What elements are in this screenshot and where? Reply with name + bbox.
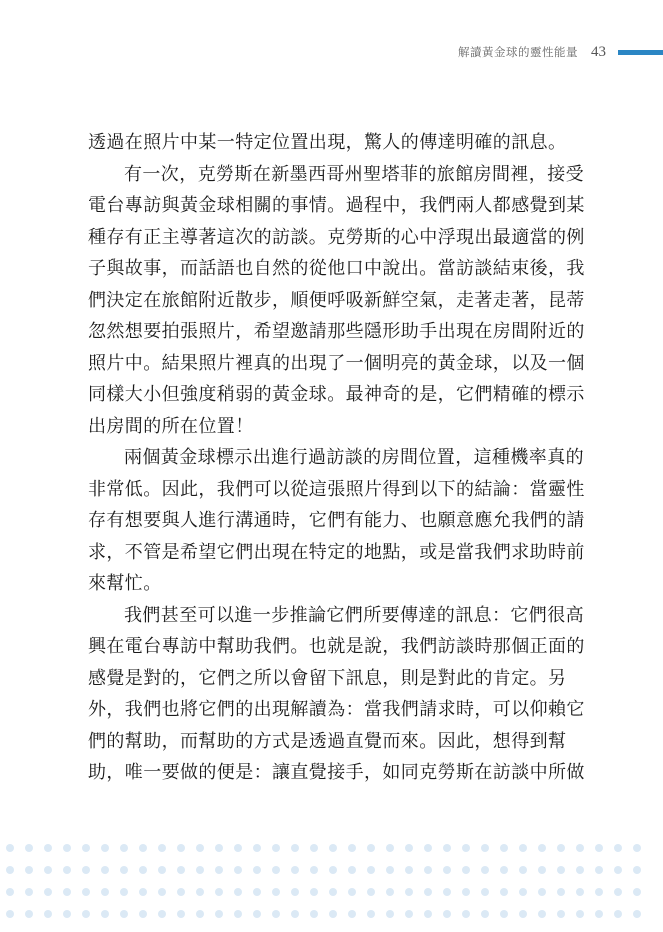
dot	[6, 866, 14, 874]
dot	[25, 866, 33, 874]
text-line: 有一次，克勞斯在新墨西哥州聖塔菲的旅館房間裡，接受	[124, 163, 584, 185]
dot	[443, 866, 451, 874]
page-number: 43	[591, 43, 606, 60]
text-line: 子與故事，而話語也自然的從他口中說出。當訪談結束後，我	[88, 258, 585, 279]
dot	[310, 910, 318, 918]
dot	[557, 866, 565, 874]
dot	[424, 910, 432, 918]
dot	[158, 910, 166, 918]
text-line: 非常低。因此，我們可以從這張照片得到以下的結論：當靈性	[88, 478, 585, 500]
dot	[557, 910, 565, 918]
dot	[253, 866, 261, 874]
dot	[272, 866, 280, 874]
dot	[481, 844, 489, 852]
dot	[82, 844, 90, 852]
dot	[272, 910, 280, 918]
dot	[63, 888, 71, 896]
dot	[139, 910, 147, 918]
dot	[44, 888, 52, 896]
dot	[101, 910, 109, 918]
dot	[158, 844, 166, 852]
text-line: 兩個黃金球標示出進行過訪談的房間位置，這種機率真的	[124, 447, 584, 468]
dot	[443, 844, 451, 852]
text-line: 電台專訪與黃金球相關的事情。過程中，我們兩人都感覺到某	[88, 195, 585, 216]
dot	[462, 866, 470, 874]
dot	[139, 844, 147, 852]
dot	[139, 888, 147, 896]
dot	[253, 844, 261, 852]
dot	[481, 866, 489, 874]
text-line: 外，我們也將它們的出現解讀為：當我們請求時，可以仰賴它	[88, 699, 585, 720]
dot	[424, 888, 432, 896]
dot	[234, 910, 242, 918]
dot	[82, 888, 90, 896]
dot	[6, 888, 14, 896]
dot	[63, 844, 71, 852]
dot	[633, 910, 641, 918]
dot	[272, 844, 280, 852]
dot	[576, 844, 584, 852]
dot-row	[6, 910, 641, 918]
dot	[291, 844, 299, 852]
dot	[500, 888, 508, 896]
dot	[310, 866, 318, 874]
dot	[25, 844, 33, 852]
dot	[614, 844, 622, 852]
text-line: 來幫忙。	[88, 573, 162, 594]
dot-row	[6, 866, 641, 874]
dot	[329, 888, 337, 896]
dot-pattern-decoration	[0, 838, 663, 932]
dot	[462, 910, 470, 918]
text-line: 透過在照片中某一特定位置出現，驚人的傳達明確的訊息。	[88, 132, 567, 153]
dot	[329, 866, 337, 874]
dot	[405, 866, 413, 874]
dot	[82, 910, 90, 918]
dot	[291, 910, 299, 918]
dot	[348, 844, 356, 852]
dot	[462, 888, 470, 896]
dot	[234, 888, 242, 896]
dot	[386, 866, 394, 874]
dot	[424, 844, 432, 852]
dot	[538, 866, 546, 874]
dot	[462, 844, 470, 852]
text-line: 我們甚至可以進一步推論它們所要傳達的訊息：它們很高	[124, 604, 584, 626]
dot	[139, 866, 147, 874]
text-line: 出房間的所在位置！	[88, 415, 254, 437]
dot-row	[6, 844, 641, 852]
dot	[633, 866, 641, 874]
dot	[253, 910, 261, 918]
text-line: 忽然想要拍張照片，希望邀請那些隱形助手出現在房間附近的	[88, 321, 585, 342]
dot	[177, 866, 185, 874]
dot	[595, 910, 603, 918]
dot	[44, 866, 52, 874]
dot	[177, 888, 185, 896]
dot	[614, 910, 622, 918]
dot	[519, 888, 527, 896]
text-line: 同樣大小但強度稍弱的黃金球。最神奇的是，它們精確的標示	[88, 384, 585, 405]
text-line: 求，不管是希望它們出現在特定的地點，或是當我們求助時前	[88, 541, 585, 563]
dot	[576, 866, 584, 874]
dot	[443, 910, 451, 918]
dot	[63, 910, 71, 918]
dot	[386, 844, 394, 852]
dot	[538, 910, 546, 918]
dot	[25, 910, 33, 918]
chapter-title: 解讀黃金球的靈性能量	[458, 45, 578, 59]
dot	[576, 888, 584, 896]
dot	[443, 888, 451, 896]
dot	[234, 866, 242, 874]
dot	[310, 844, 318, 852]
text-line: 感覺是對的，它們之所以會留下訊息，則是對此的肯定。另	[88, 667, 567, 689]
dot	[481, 888, 489, 896]
dot	[215, 866, 223, 874]
dot	[519, 844, 527, 852]
text-line: 照片中。結果照片裡真的出現了一個明亮的黃金球，以及一個	[88, 352, 585, 374]
dot	[272, 888, 280, 896]
dot	[348, 888, 356, 896]
dot	[63, 866, 71, 874]
dot	[595, 888, 603, 896]
dot	[576, 910, 584, 918]
dot	[348, 910, 356, 918]
dot	[367, 866, 375, 874]
dot	[196, 866, 204, 874]
dot	[329, 910, 337, 918]
dot	[101, 866, 109, 874]
dot	[101, 888, 109, 896]
dot	[44, 844, 52, 852]
dot	[177, 910, 185, 918]
text-line: 存有想要與人進行溝通時，它們有能力、也願意應允我們的請	[88, 510, 585, 531]
dot	[557, 888, 565, 896]
dot	[101, 844, 109, 852]
text-line: 種存有正主導著這次的訪談。克勞斯的心中浮現出最適當的例	[88, 226, 585, 248]
dot	[386, 910, 394, 918]
dot	[215, 888, 223, 896]
dot	[120, 910, 128, 918]
dot	[614, 866, 622, 874]
dot	[405, 910, 413, 918]
dot	[82, 866, 90, 874]
dot	[120, 888, 128, 896]
dot	[196, 888, 204, 896]
dot	[329, 844, 337, 852]
dot	[519, 910, 527, 918]
dot	[386, 888, 394, 896]
dot	[424, 866, 432, 874]
dot	[310, 888, 318, 896]
dot	[519, 866, 527, 874]
dot	[348, 866, 356, 874]
dot	[367, 844, 375, 852]
dot	[557, 844, 565, 852]
dot	[158, 888, 166, 896]
dot	[234, 844, 242, 852]
dot	[196, 910, 204, 918]
dot	[158, 866, 166, 874]
dot	[25, 888, 33, 896]
dot	[253, 888, 261, 896]
dot	[500, 910, 508, 918]
running-header	[458, 42, 663, 62]
dot	[291, 866, 299, 874]
dot	[6, 910, 14, 918]
dot	[595, 844, 603, 852]
dot	[538, 888, 546, 896]
dot	[215, 844, 223, 852]
dot	[367, 910, 375, 918]
header-accent-bar	[618, 50, 663, 55]
text-line: 興在電台專訪中幫助我們。也就是說，我們訪談時那個正面的	[88, 636, 585, 657]
dot	[538, 844, 546, 852]
dot	[215, 910, 223, 918]
dot	[367, 888, 375, 896]
dot	[481, 910, 489, 918]
dot	[500, 844, 508, 852]
text-line: 們的幫助，而幫助的方式是透過直覺而來。因此，想得到幫	[88, 730, 567, 752]
dot	[595, 866, 603, 874]
dot-row	[6, 888, 641, 896]
dot	[633, 888, 641, 896]
dot	[633, 844, 641, 852]
dot	[405, 844, 413, 852]
dot	[196, 844, 204, 852]
dot	[405, 888, 413, 896]
dot	[500, 866, 508, 874]
text-line: 助，唯一要做的便是：讓直覺接手，如同克勞斯在訪談中所做	[88, 762, 585, 783]
dot	[6, 844, 14, 852]
dot	[291, 888, 299, 896]
body-text	[88, 127, 588, 789]
dot	[120, 866, 128, 874]
dot	[614, 888, 622, 896]
dot	[120, 844, 128, 852]
dot	[177, 844, 185, 852]
text-line: 們決定在旅館附近散步，順便呼吸新鮮空氣，走著走著，昆蒂	[88, 289, 585, 311]
dot	[44, 910, 52, 918]
